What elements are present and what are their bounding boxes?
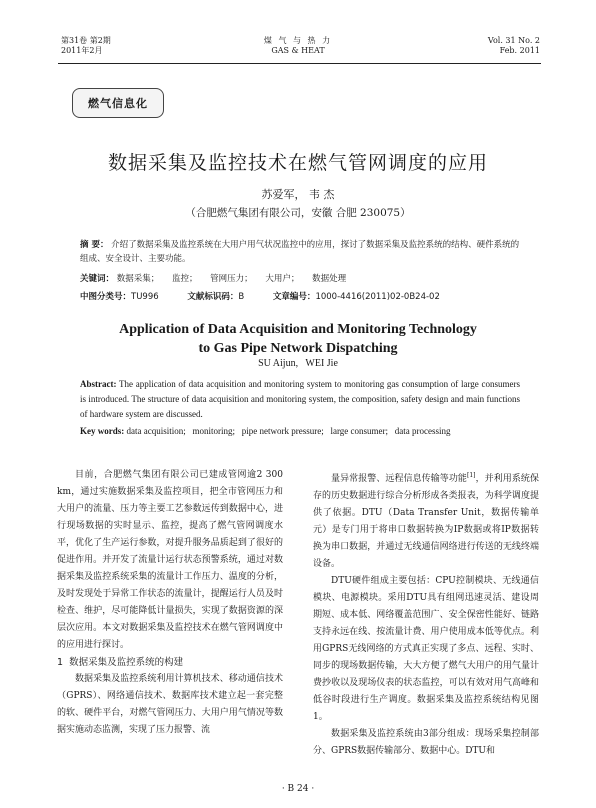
article-title-zh: 数据采集及监控技术在燃气管网调度的应用 <box>107 152 488 174</box>
journal-name-en: GAS & HEAT <box>271 46 325 55</box>
keywords-en <box>80 424 520 439</box>
abstract-en-label: Abstract: <box>80 379 117 389</box>
keyword-zh: 管网压力； <box>210 274 253 284</box>
authors-zh: 苏爱军， 韦 杰 <box>261 188 335 201</box>
keywords-zh <box>80 272 520 284</box>
abstract-zh-text: 介绍了数据采集及监控系统在大用户用气状况监控中的应用，探讨了数据采集及监控系统的结构、硬件系统的组成、安全设计、主要功能。 <box>80 240 520 264</box>
body-column-left <box>57 467 283 739</box>
article-no-label: 文章编号： <box>272 292 316 302</box>
body-paragraph: 数据采集及监控系统利用计算机技术、移动通信技术（GPRS）、网络通信技术、数据库技术建立起一套完整的软、硬件平台，对燃气管网压力、大用户用气情况等数据实施动态监测，实现了压力报警、流 <box>57 674 283 735</box>
body-paragraph <box>313 467 539 573</box>
body-paragraph: 目前，合肥燃气集团有限公司已建成管网逾2 300 km，通过实施数据采集及监控项目，把全市管网压力和大用户的流量、压力等主要工艺参数远传到数据中心，进行现场数据的实时显示、监控，提高了燃气管网调度水平，优化了生产运行参数，对提升服务品质起到了很好的促进作用。并开发了流量计运行状态预警系统，通过对数据采集及监控系统采集的流量计工作压力、温度的分析，及时发现处于异常工作状态的流量计，提醒运行人员及时检查、维护，尽可能降低计量损失，实现了数据资源的深层次应用。本文对数据采集及监控技术在燃气管网调度中的应用进行探讨。 <box>57 470 283 650</box>
keywords-en-label: Key words: <box>80 426 125 436</box>
citation-ref: [1] <box>467 472 476 479</box>
affiliation-zh: （合肥燃气集团有限公司，安徽 合肥 230075） <box>185 207 411 219</box>
classification-line <box>80 290 530 302</box>
abstract-zh-label: 摘 要： <box>80 240 109 250</box>
body-text: 量异常报警、远程信息传输等功能 <box>331 474 468 484</box>
issue-date-en: Feb. 2011 <box>499 46 540 55</box>
keyword-zh: 大用户； <box>265 274 300 284</box>
keyword-zh: 监控； <box>171 274 198 284</box>
keyword-zh: 数据采集； <box>116 274 160 284</box>
clc-value: TU996 <box>131 292 159 302</box>
abstract-en <box>80 377 520 422</box>
keywords-en-text: data acquisition; monitoring; pipe network pressure; large consumer; data processing <box>126 426 451 436</box>
section-heading: 1 数据采集及监控系统的构建 <box>57 657 184 668</box>
article-title-en <box>0 320 596 358</box>
article-title-en-line2: to Gas Pipe Network Dispatching <box>198 341 398 356</box>
issue-volume: 第31卷 第2期 <box>61 36 111 45</box>
abstract-zh <box>80 238 520 266</box>
body-column-right <box>313 467 539 760</box>
doc-code-value: B <box>238 292 245 302</box>
abstract-en-text: The application of data acquisition and monitoring system to monitoring gas consumption of large consumers is introduced. The structure of data acquisition and monitoring system, the composition, safety design and main functions of hardware system are discussed. <box>80 379 520 419</box>
body-paragraph: 数据采集及监控系统由3部分组成：现场采集控制部分、GPRS数据传输部分、数据中心。DTU和 <box>313 729 539 756</box>
clc-label: 中图分类号： <box>80 292 132 302</box>
issue-volume-en: Vol. 31 No. 2 <box>487 36 540 45</box>
journal-name-zh: 煤 气 与 热 力 <box>263 36 333 45</box>
keywords-zh-label: 关键词： <box>80 274 115 284</box>
running-header-right <box>488 36 540 56</box>
column-tag: 燃气信息化 <box>72 88 164 118</box>
article-title-en-line1: Application of Data Acquisition and Monitoring Technology <box>119 322 477 337</box>
header-rule <box>58 63 541 64</box>
page-number: · B 24 · <box>281 784 315 794</box>
article-no-value: 1000-4416(2011)02-0B24-02 <box>315 292 440 302</box>
body-text: ，并利用系统保存的历史数据进行综合分析形成各类报表，为科学调度提供了依据。DTU（Data Transfer Unit，数据传输单元）是专门用于将串口数据转换为IP数据或将IP数据转换为串口数据，并通过无线通信网络进行传送的无线终端设备。 <box>313 474 539 569</box>
keyword-zh: 数据处理 <box>312 274 347 284</box>
authors-en: SU Aijun, WEI Jie <box>258 358 338 369</box>
body-paragraph: DTU硬件组成主要包括：CPU控制模块、无线通信模块、电源模块。采用DTU具有组网迅速灵活、建设周期短、成本低、网络覆盖范围广、安全保密性能好、链路支持永远在线、按流量计费、用户使用成本低等优点。利用GPRS无线网络的方式真正实现了多点、远程、实时、同步的现场数据传输，大大方便了燃气大用户的用气量计费抄收以及现场仪表的状态监控，可以有效对用气高峰和低谷时段进行生产调度。数据采集及监控系统结构见图1。 <box>313 576 539 722</box>
doc-code-label: 文献标识码： <box>187 292 239 302</box>
issue-date: 2011年2月 <box>61 46 103 55</box>
